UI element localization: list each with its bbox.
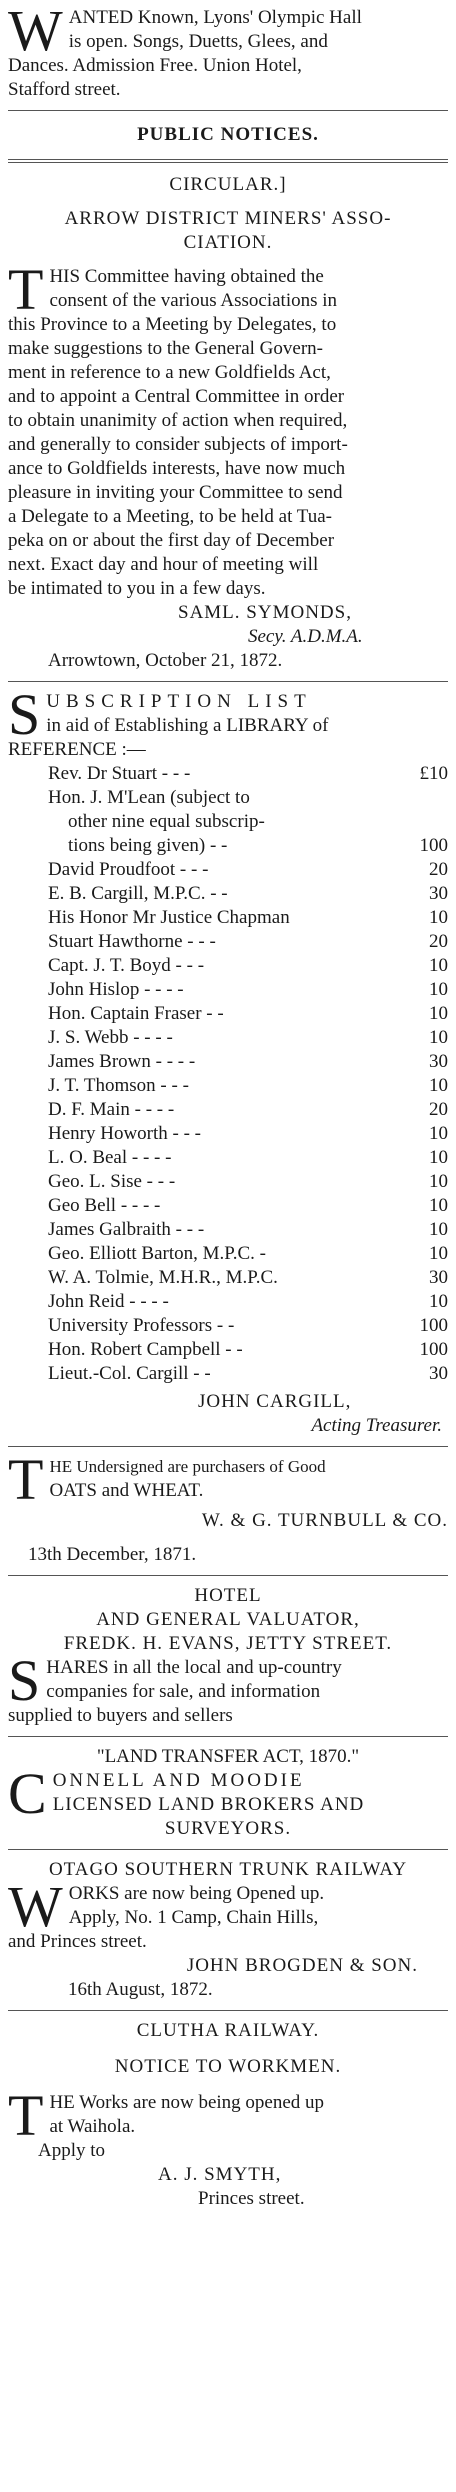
subscription-amount: 10 <box>429 955 448 976</box>
dropcap: S <box>8 1648 41 1713</box>
dropcap: W <box>8 0 63 63</box>
ad-title: OTAGO SOUTHERN TRUNK RAILWAY <box>48 1859 408 1880</box>
subscriber-name: J. S. Webb - - - - <box>48 1027 173 1048</box>
divider <box>8 1849 448 1850</box>
notice-body-line: be intimated to you in a few days. <box>8 578 266 599</box>
list-item <box>8 930 448 954</box>
divider <box>8 681 448 682</box>
subscription-amount: 10 <box>429 1171 448 1192</box>
notice-body-line: peka on or about the first day of December <box>8 530 335 551</box>
circular-label: CIRCULAR.] <box>169 174 287 195</box>
ad-line: Apply to <box>38 2140 106 2161</box>
subscriber-name: His Honor Mr Justice Chapman <box>48 907 290 928</box>
subscription-amount: 30 <box>429 1363 448 1384</box>
list-item <box>8 810 448 834</box>
ad-line: supplied to buyers and sellers <box>8 1705 233 1726</box>
notice-arrow-miners <box>8 173 448 673</box>
notice-body-line: this Province to a Meeting by Delegates, to <box>8 314 337 335</box>
subscriber-name: Henry Howorth - - - <box>48 1123 202 1144</box>
ad-clutha-railway <box>8 2019 448 2211</box>
subscriber-name: Hon. Robert Campbell - - <box>48 1339 243 1360</box>
ad-otago-railway <box>8 1858 448 2002</box>
dropcap: C <box>8 1761 47 1826</box>
subscriber-name: University Professors - - <box>48 1315 235 1336</box>
list-item <box>8 1338 448 1362</box>
list-item <box>8 1122 448 1146</box>
dropcap: T <box>8 1447 44 1512</box>
ad-title: HOTEL <box>194 1585 262 1606</box>
signature: SAML. SYMONDS, <box>178 602 352 623</box>
newspaper-column <box>8 0 448 2211</box>
subscriber-name: E. B. Cargill, M.P.C. - - <box>48 883 228 904</box>
subscription-amount: 10 <box>429 1219 448 1240</box>
ad-line: at Waihola. <box>49 2116 136 2137</box>
list-line: in aid of Establishing a LIBRARY of <box>46 715 329 736</box>
subscriber-name: Capt. J. T. Boyd - - - <box>48 955 205 976</box>
subscription-amount: 100 <box>419 1315 448 1336</box>
subscriber-name: James Brown - - - - <box>48 1051 196 1072</box>
list-item <box>8 882 448 906</box>
subscription-amount: 10 <box>429 1075 448 1096</box>
list-item <box>8 1074 448 1098</box>
signature-title: Secy. A.D.M.A. <box>248 626 363 647</box>
subscription-amount <box>404 786 448 810</box>
subscription-list <box>8 682 448 1438</box>
ad-date: 16th August, 1872. <box>68 1979 213 2000</box>
list-heading: UBSCRIPTION LIST <box>46 691 312 712</box>
subscriber-name: W. A. Tolmie, M.H.R., M.P.C. <box>48 1267 278 1288</box>
subscription-amount: 20 <box>429 1099 448 1120</box>
ad-title: FREDK. H. EVANS, JETTY STREET. <box>63 1633 393 1654</box>
firm-name: W. & G. TURNBULL & CO. <box>201 1510 448 1531</box>
notice-body-line: pleasure in inviting your Committee to send <box>8 482 343 503</box>
subscription-amount: 30 <box>429 883 448 904</box>
subscriber-name: D. F. Main - - - - <box>48 1099 175 1120</box>
list-item <box>8 978 448 1002</box>
ad-line: ONNELL AND MOODIE <box>52 1770 305 1791</box>
subscription-amount: 10 <box>429 1291 448 1312</box>
subscription-rows <box>8 762 448 1386</box>
ad-line: ORKS are now being Opened up. <box>68 1883 325 1904</box>
notice-body-line: to obtain unanimity of action when required, <box>8 410 348 431</box>
notice-body-line: and generally to consider subjects of import- <box>8 434 348 455</box>
ad-title: "LAND TRANSFER ACT, 1870." <box>96 1746 360 1767</box>
notice-body-line: a Delegate to a Meeting, to be held at Tua- <box>8 506 332 527</box>
subscriber-name: John Hislop - - - - <box>48 979 184 1000</box>
subscriber-name: Rev. Dr Stuart - - - <box>48 763 191 784</box>
subscriber-name: Lieut.-Col. Cargill - - <box>48 1363 211 1384</box>
ad-date: 13th December, 1871. <box>28 1544 197 1565</box>
subscription-amount: £10 <box>419 763 448 784</box>
notice-title: ARROW DISTRICT MINERS' ASSO- <box>64 208 392 229</box>
list-item <box>8 1146 448 1170</box>
ad-line: and Princes street. <box>8 1931 147 1952</box>
list-item <box>8 954 448 978</box>
list-item <box>8 834 448 858</box>
subscription-amount: 20 <box>429 859 448 880</box>
notice-body-line: HIS Committee having obtained the <box>49 266 324 287</box>
subscription-amount: 100 <box>419 1339 448 1360</box>
ad-title: AND GENERAL VALUATOR, <box>96 1609 360 1630</box>
section-header: PUBLIC NOTICES. <box>137 124 319 145</box>
list-item <box>8 1002 448 1026</box>
list-item <box>8 1242 448 1266</box>
list-item <box>8 858 448 882</box>
subscriber-name: Hon. Captain Fraser - - <box>48 1003 224 1024</box>
list-item <box>8 762 448 786</box>
list-item <box>8 1266 448 1290</box>
subscription-amount: 10 <box>429 1003 448 1024</box>
list-item <box>8 906 448 930</box>
dropcap: S <box>8 682 41 747</box>
subscription-amount: 10 <box>429 1195 448 1216</box>
list-line: REFERENCE :— <box>8 739 146 760</box>
divider <box>8 1446 448 1447</box>
ad-line: ANTED Known, Lyons' Olympic Hall <box>68 7 362 28</box>
ad-line: HARES in all the local and up-country <box>46 1657 342 1678</box>
dropcap: T <box>8 2083 44 2148</box>
subscriber-name: other nine equal subscrip- <box>68 811 265 832</box>
subscription-amount: 30 <box>429 1267 448 1288</box>
dropcap: W <box>8 1874 63 1939</box>
subscriber-name: Stuart Hawthorne - - - <box>48 931 216 952</box>
list-item <box>8 786 448 810</box>
subscription-amount: 100 <box>419 835 448 856</box>
subscriber-name: James Galbraith - - - <box>48 1219 205 1240</box>
ad-subtitle: NOTICE TO WORKMEN. <box>114 2056 342 2077</box>
ad-line: companies for sale, and information <box>46 1681 321 1702</box>
subscription-amount: 10 <box>429 1243 448 1264</box>
notice-body-line: next. Exact day and hour of meeting will <box>8 554 319 575</box>
ad-turnbull <box>8 1447 448 1567</box>
ad-lyons-olympic-hall <box>8 0 448 102</box>
list-item <box>8 1218 448 1242</box>
list-item <box>8 1170 448 1194</box>
signature: JOHN CARGILL, <box>198 1391 352 1412</box>
ad-title: CLUTHA RAILWAY. <box>136 2020 320 2041</box>
ad-line: is open. Songs, Duetts, Glees, and <box>68 31 328 52</box>
subscriber-name: David Proudfoot - - - <box>48 859 209 880</box>
divider <box>8 2010 448 2011</box>
list-item <box>8 1050 448 1074</box>
list-item <box>8 1290 448 1314</box>
subscriber-name: Geo. Elliott Barton, M.P.C. - <box>48 1243 266 1264</box>
divider <box>8 1575 448 1576</box>
signature: JOHN BROGDEN & SON. <box>186 1955 418 1976</box>
ad-evans <box>8 1584 448 1728</box>
subscriber-name: tions being given) - - <box>68 835 228 856</box>
signature-title: Acting Treasurer. <box>311 1415 442 1436</box>
list-item <box>8 1026 448 1050</box>
ad-line: Apply, No. 1 Camp, Chain Hills, <box>68 1907 319 1928</box>
subscription-amount: 10 <box>429 1123 448 1144</box>
list-item <box>8 1194 448 1218</box>
notice-title: CIATION. <box>183 232 273 253</box>
notice-body-line: ance to Goldfields interests, have now much <box>8 458 346 479</box>
dropcap: T <box>8 257 44 322</box>
subscription-amount <box>404 810 448 834</box>
notice-body-line: consent of the various Associations in <box>49 290 338 311</box>
ad-line: SURVEYORS. <box>164 1818 292 1839</box>
notice-body-line: make suggestions to the General Govern- <box>8 338 323 359</box>
notice-body-line: ment in reference to a new Goldfields Act, <box>8 362 331 383</box>
notice-body-line: and to appoint a Central Committee in order <box>8 386 345 407</box>
ad-connell-moodie <box>8 1745 448 1841</box>
list-item <box>8 1098 448 1122</box>
address: Princes street. <box>198 2188 305 2209</box>
ad-line: OATS and WHEAT. <box>49 1480 204 1501</box>
divider <box>8 110 448 111</box>
ad-line: HE Undersigned are purchasers of Good <box>49 1457 326 1476</box>
subscriber-name: Geo Bell - - - - <box>48 1195 161 1216</box>
subscription-amount: 10 <box>429 1027 448 1048</box>
divider <box>8 159 448 163</box>
subscription-amount: 10 <box>429 1147 448 1168</box>
subscriber-name: J. T. Thomson - - - <box>48 1075 189 1096</box>
list-item <box>8 1362 448 1386</box>
ad-line: HE Works are now being opened up <box>49 2092 325 2113</box>
subscriber-name: John Reid - - - - <box>48 1291 169 1312</box>
subscriber-name: Hon. J. M'Lean (subject to <box>48 787 250 808</box>
list-item <box>8 1314 448 1338</box>
place-date: Arrowtown, October 21, 1872. <box>48 650 283 671</box>
subscription-amount: 20 <box>429 931 448 952</box>
ad-line: Dances. Admission Free. Union Hotel, <box>8 55 302 76</box>
subscription-amount: 10 <box>429 907 448 928</box>
subscriber-name: Geo. L. Sise - - - <box>48 1171 176 1192</box>
ad-line: LICENSED LAND BROKERS AND <box>52 1794 365 1815</box>
subscription-amount: 10 <box>429 979 448 1000</box>
divider <box>8 1736 448 1737</box>
signature: A. J. SMYTH, <box>158 2164 282 2185</box>
subscriber-name: L. O. Beal - - - - <box>48 1147 172 1168</box>
subscription-amount: 30 <box>429 1051 448 1072</box>
ad-line: Stafford street. <box>8 79 121 100</box>
